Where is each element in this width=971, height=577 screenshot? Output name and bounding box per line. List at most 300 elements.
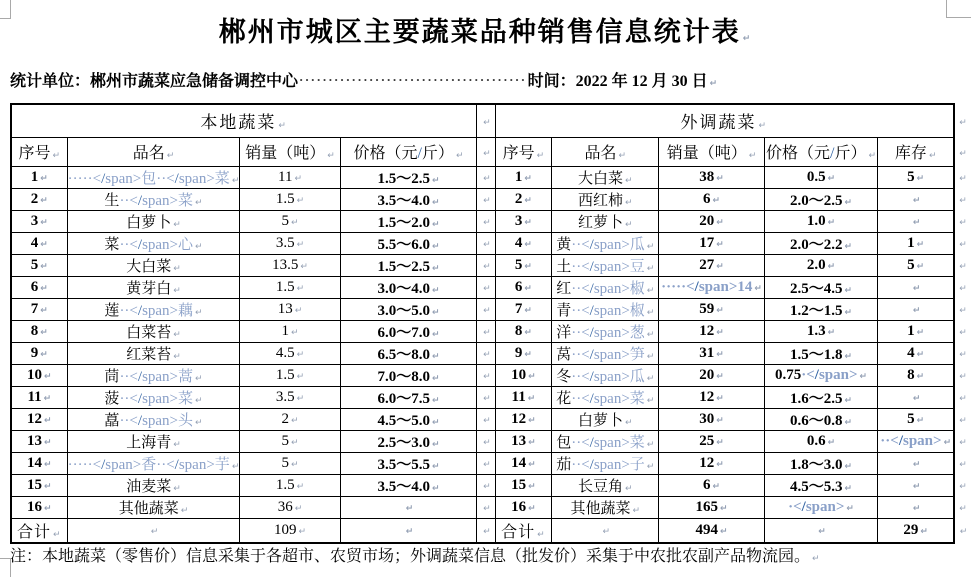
space-marks: ·</span> ↵ (788, 498, 854, 515)
paragraph-mark-icon: ↵ (290, 459, 299, 470)
price-cell: 2.0～2.5 ↵ (764, 188, 878, 210)
sales-cell: 109 ↵ (240, 518, 340, 543)
paragraph-mark-icon: ↵ (859, 371, 868, 382)
price-cell: 1.5～2.5 ↵ (340, 166, 477, 188)
space-marks: ··</span>椒 ↵ (571, 302, 655, 319)
price-cell: 7.0～8.0 ↵ (340, 364, 477, 386)
sales-cell: 12 ↵ (659, 320, 764, 342)
paragraph-mark-icon: ↵ (431, 197, 440, 208)
price-cell: 6.5～8.0 ↵ (340, 342, 477, 364)
paragraph-mark-icon: ↵ (716, 371, 724, 382)
seq-cell: 3 ↵ (495, 210, 552, 232)
paragraph-mark-icon: ↵ (716, 415, 724, 426)
sales-cell: 13 ↵ (240, 298, 340, 320)
paragraph-mark-icon: ↵ (625, 417, 633, 428)
paragraph-mark-icon: ↵ (300, 261, 308, 272)
stock-cell (878, 386, 954, 408)
sales-cell: 1.5 ↵ (240, 276, 340, 298)
paragraph-mark-icon: ↵ (912, 393, 921, 404)
sales-cell: 11 ↵ (240, 166, 340, 188)
price-cell: 4.5～5.3 ↵ (764, 474, 878, 496)
sales-cell: 17 ↵ (659, 232, 764, 254)
paragraph-mark-icon: ↵ (959, 437, 967, 448)
name-cell: 青··</span>椒 ↵ (552, 298, 659, 320)
external-vegetables-group-header: 外调蔬菜 ↵ (495, 104, 954, 137)
table-row (11, 364, 970, 386)
paragraph-mark-icon: ↵ (40, 195, 48, 206)
paragraph-mark-icon: ↵ (712, 195, 721, 206)
price-cell: 3.5～5.5 ↵ (340, 452, 477, 474)
sales-cell: 25 ↵ (659, 430, 764, 452)
price-cell (764, 496, 878, 518)
paragraph-mark-icon: ↵ (959, 283, 967, 294)
gutter-paragraph-mark (954, 298, 970, 320)
paragraph-mark-icon: ↵ (173, 219, 181, 230)
seq-cell: 2 ↵ (11, 188, 67, 210)
paragraph-mark-icon: ↵ (868, 151, 877, 161)
vegetable-statistics-table (10, 103, 971, 544)
sales-cell: 1 ↵ (240, 320, 340, 342)
paragraph-mark-icon: ↵ (846, 503, 854, 514)
paragraph-mark-icon: ↵ (618, 151, 627, 161)
paragraph-mark-icon: ↵ (920, 526, 928, 537)
paragraph-mark-icon: ↵ (483, 459, 491, 470)
paragraph-mark-icon: ↵ (524, 283, 532, 294)
price-cell: 3.0～4.0 ↵ (340, 276, 477, 298)
footnote-text: 注：本地蔬菜（零售价）信息采集于各超市、农贸市场；外调蔬菜信息（批发价）采集于中农批农副产品物流园。 (10, 548, 811, 565)
gutter-paragraph-mark (954, 386, 970, 408)
paragraph-mark-icon: ↵ (483, 481, 491, 492)
paragraph-mark-icon: ↵ (959, 173, 967, 184)
table-row (11, 232, 970, 254)
separator-cell (477, 320, 495, 342)
space-marks: ··</span>藕 ↵ (119, 302, 203, 319)
paragraph-mark-icon: ↵ (483, 437, 491, 448)
paragraph-mark-icon: ↵ (912, 305, 921, 316)
paragraph-mark-icon: ↵ (195, 373, 203, 384)
gutter-paragraph-mark (954, 232, 970, 254)
paragraph-mark-icon: ↵ (625, 197, 633, 208)
seq-cell: 1 ↵ (495, 166, 552, 188)
price-cell: 0.75·</span> ↵ (764, 364, 878, 386)
paragraph-mark-icon: ↵ (716, 261, 724, 272)
paragraph-mark-icon: ↵ (44, 503, 52, 514)
seq-cell: 6 ↵ (11, 276, 67, 298)
paragraph-mark-icon: ↵ (716, 459, 724, 470)
seq-cell: 7 ↵ (495, 298, 552, 320)
space-marks: ··</span>子 ↵ (571, 456, 655, 473)
paragraph-mark-icon: ↵ (916, 261, 925, 272)
paragraph-mark-icon: ↵ (431, 241, 440, 252)
price-cell: 2.5～4.5 ↵ (764, 276, 878, 298)
table-row (11, 298, 970, 320)
separator-cell (477, 342, 495, 364)
price-cell: 3.5～4.0 ↵ (340, 474, 477, 496)
paragraph-mark-icon: ↵ (827, 327, 836, 338)
stock-cell (878, 430, 954, 452)
name-cell: 菜··</span>心 ↵ (67, 232, 240, 254)
name-cell: 花··</span>菜 ↵ (552, 386, 659, 408)
paragraph-mark-icon: ↵ (912, 503, 921, 514)
paragraph-mark-icon: ↵ (827, 217, 836, 228)
paragraph-mark-icon: ↵ (431, 285, 440, 296)
stock-cell (878, 298, 954, 320)
paragraph-mark-icon: ↵ (709, 79, 718, 89)
paragraph-mark-icon: ↵ (483, 371, 491, 382)
paragraph-mark-icon: ↵ (483, 305, 491, 316)
paragraph-mark-icon: ↵ (294, 173, 302, 184)
space-marks: ··</span>豆 ↵ (571, 258, 655, 275)
paragraph-mark-icon: ↵ (296, 393, 305, 404)
paragraph-mark-icon: ↵ (912, 481, 921, 492)
paragraph-mark-icon: ↵ (912, 195, 921, 206)
paragraph-mark-icon: ↵ (646, 351, 655, 362)
paragraph-mark-icon: ↵ (173, 439, 181, 450)
paragraph-mark-icon: ↵ (290, 327, 299, 338)
sales-cell: 5 ↵ (240, 430, 340, 452)
paragraph-mark-icon: ↵ (943, 437, 952, 448)
space-marks: ··</span>瓜 ↵ (571, 368, 655, 385)
paragraph-mark-icon: ↵ (719, 526, 728, 537)
paragraph-mark-icon: ↵ (742, 34, 753, 44)
paragraph-mark-icon: ↵ (173, 483, 181, 494)
document-title (0, 10, 971, 49)
paragraph-mark-icon: ↵ (195, 241, 203, 252)
table-row (11, 210, 970, 232)
separator-cell (477, 518, 495, 543)
paragraph-mark-icon: ↵ (483, 173, 491, 184)
paragraph-mark-icon: ↵ (296, 371, 305, 382)
paragraph-mark-icon: ↵ (53, 529, 62, 540)
paragraph-mark-icon: ↵ (431, 263, 440, 274)
seq-cell: 4 ↵ (11, 232, 67, 254)
col-header-price-left: 价格（元/斤） ↵ (340, 137, 477, 166)
paragraph-mark-icon: ↵ (844, 241, 853, 252)
gutter-paragraph-mark (954, 210, 970, 232)
paragraph-mark-icon: ↵ (483, 117, 491, 128)
seq-cell: 7 ↵ (11, 298, 67, 320)
stat-unit-label: 统计单位：郴州市蔬菜应急储备调控中心 (10, 73, 299, 90)
total-row (11, 518, 970, 543)
paragraph-mark-icon: ↵ (712, 481, 721, 492)
stock-cell (878, 496, 954, 518)
sales-cell: 165 ↵ (659, 496, 764, 518)
space-marks: ··</span>瓜 ↵ (571, 236, 655, 253)
sales-cell: 27 ↵ (659, 254, 764, 276)
paragraph-mark-icon: ↵ (431, 219, 440, 230)
paragraph-mark-icon: ↵ (166, 151, 175, 161)
sales-cell: 3.5 ↵ (240, 232, 340, 254)
paragraph-mark-icon: ↵ (844, 285, 853, 296)
table-row (11, 166, 970, 188)
paragraph-mark-icon: ↵ (528, 481, 536, 492)
price-cell: 3.5～4.0 ↵ (340, 188, 477, 210)
document-title-text: 郴州市城区主要蔬菜品种销售信息统计表 (218, 17, 741, 47)
paragraph-mark-icon: ↵ (40, 239, 48, 250)
separator-cell (477, 232, 495, 254)
stock-cell (878, 276, 954, 298)
price-cell: 2.0 ↵ (764, 254, 878, 276)
paragraph-mark-icon: ↵ (528, 503, 536, 514)
paragraph-mark-icon: ↵ (646, 285, 655, 296)
paragraph-mark-icon: ↵ (959, 459, 967, 470)
seq-cell: 合计 ↵ (11, 518, 67, 543)
paragraph-mark-icon: ↵ (40, 173, 48, 184)
space-marks: ··</span>头 ↵ (119, 412, 203, 429)
seq-cell: 12 ↵ (11, 408, 67, 430)
price-cell: 0.5 ↵ (764, 166, 878, 188)
col-header-seq-right: 序号 ↵ (495, 137, 552, 166)
paragraph-mark-icon: ↵ (912, 283, 921, 294)
paragraph-mark-icon: ↵ (431, 395, 440, 406)
seq-cell: 9 ↵ (495, 342, 552, 364)
price-cell: 0.6 ↵ (764, 430, 878, 452)
col-header-sales-left: 销量（吨） ↵ (240, 137, 340, 166)
price-cell: 1.2～1.5 ↵ (764, 298, 878, 320)
table-row (11, 254, 970, 276)
paragraph-mark-icon: ↵ (455, 151, 464, 161)
separator-cell (477, 137, 495, 166)
paragraph-mark-icon: ↵ (52, 151, 61, 161)
name-cell: 藠··</span>头 ↵ (67, 408, 240, 430)
separator-cell (477, 430, 495, 452)
space-marks: ··</span>笋 ↵ (571, 346, 655, 363)
paragraph-mark-icon: ↵ (646, 373, 655, 384)
paragraph-mark-icon: ↵ (231, 461, 240, 472)
paragraph-mark-icon: ↵ (959, 526, 968, 537)
separator-cell (477, 276, 495, 298)
price-cell: 3.0～5.0 ↵ (340, 298, 477, 320)
sales-cell: 3.5 ↵ (240, 386, 340, 408)
paragraph-mark-icon: ↵ (524, 173, 532, 184)
stock-cell (878, 474, 954, 496)
seq-cell: 5 ↵ (495, 254, 552, 276)
seq-cell: 15 ↵ (495, 474, 552, 496)
paragraph-mark-icon: ↵ (646, 241, 655, 252)
seq-cell: 14 ↵ (11, 452, 67, 474)
paragraph-mark-icon: ↵ (40, 327, 48, 338)
paragraph-mark-icon: ↵ (916, 349, 925, 360)
separator-cell (477, 254, 495, 276)
paragraph-mark-icon: ↵ (524, 195, 532, 206)
stock-cell: 5 ↵ (878, 408, 954, 430)
seq-cell: 16 ↵ (495, 496, 552, 518)
name-cell: 茄··</span>子 ↵ (552, 452, 659, 474)
separator-cell (477, 104, 495, 137)
paragraph-mark-icon: ↵ (290, 415, 299, 426)
name-cell: 上海青 ↵ (67, 430, 240, 452)
paragraph-mark-icon: ↵ (405, 503, 414, 514)
paragraph-mark-icon: ↵ (959, 195, 967, 206)
paragraph-mark-icon: ↵ (625, 175, 633, 186)
price-cell: 1.5～1.8 ↵ (764, 342, 878, 364)
paragraph-mark-icon: ↵ (40, 217, 48, 228)
name-cell: 西红柿 ↵ (552, 188, 659, 210)
price-cell (764, 518, 878, 543)
paragraph-mark-icon: ↵ (44, 415, 52, 426)
table-row (11, 430, 970, 452)
paragraph-mark-icon: ↵ (959, 261, 967, 272)
paragraph-mark-icon: ↵ (173, 285, 181, 296)
sales-cell (659, 276, 764, 298)
separator-cell (477, 408, 495, 430)
stock-cell: 5 ↵ (878, 254, 954, 276)
paragraph-mark-icon: ↵ (40, 283, 48, 294)
sales-cell: 20 ↵ (659, 210, 764, 232)
paragraph-mark-icon: ↵ (602, 526, 611, 537)
paragraph-mark-icon: ↵ (912, 459, 921, 470)
space-marks: ··</span>葱 ↵ (571, 324, 655, 341)
paragraph-mark-icon: ↵ (524, 305, 532, 316)
stock-cell: 4 ↵ (878, 342, 954, 364)
price-cell: 1.8～3.0 ↵ (764, 452, 878, 474)
col-header-seq-left: 序号 ↵ (11, 137, 67, 166)
separator-cell (477, 364, 495, 386)
seq-cell: 6 ↵ (495, 276, 552, 298)
paragraph-mark-icon: ↵ (195, 395, 203, 406)
paragraph-mark-icon: ↵ (431, 417, 440, 428)
name-cell: 其他蔬菜 ↵ (67, 496, 240, 518)
paragraph-mark-icon: ↵ (296, 239, 305, 250)
paragraph-mark-icon: ↵ (431, 175, 440, 186)
gutter-paragraph-mark (954, 276, 970, 298)
paragraph-mark-icon: ↵ (716, 327, 724, 338)
table-row (11, 276, 970, 298)
table-row (11, 320, 970, 342)
paragraph-mark-icon: ↵ (195, 417, 203, 428)
space-marks: ··</span>菜 ↵ (119, 192, 203, 209)
name-cell (67, 518, 240, 543)
paragraph-mark-icon: ↵ (483, 503, 491, 514)
stock-cell (878, 210, 954, 232)
paragraph-mark-icon: ↵ (524, 327, 532, 338)
paragraph-mark-icon: ↵ (827, 173, 836, 184)
price-cell: 1.3 ↵ (764, 320, 878, 342)
table-row (11, 408, 970, 430)
paragraph-mark-icon: ↵ (483, 195, 491, 206)
space-marks: ··</span>菜 ↵ (156, 170, 240, 187)
paragraph-mark-icon: ↵ (754, 283, 762, 294)
paragraph-mark-icon: ↵ (716, 437, 724, 448)
sales-cell: 20 ↵ (659, 364, 764, 386)
price-cell: 0.6～0.8 ↵ (764, 408, 878, 430)
paragraph-mark-icon: ↵ (959, 117, 967, 128)
paragraph-mark-icon: ↵ (719, 503, 728, 514)
paragraph-mark-icon: ↵ (483, 349, 491, 360)
name-cell: 白菜苔 ↵ (67, 320, 240, 342)
paragraph-mark-icon: ↵ (180, 505, 189, 516)
paragraph-mark-icon: ↵ (646, 263, 655, 274)
space-marks: ·</span> ↵ (801, 366, 868, 383)
stock-cell: 1 ↵ (878, 232, 954, 254)
paragraph-mark-icon: ↵ (625, 483, 633, 494)
sales-cell: 12 ↵ (659, 386, 764, 408)
paragraph-mark-icon: ↵ (646, 329, 655, 340)
paragraph-mark-icon: ↵ (916, 239, 925, 250)
sales-cell: 1.5 ↵ (240, 364, 340, 386)
sales-cell: 30 ↵ (659, 408, 764, 430)
paragraph-mark-icon: ↵ (40, 261, 48, 272)
paragraph-mark-icon: ↵ (483, 415, 491, 426)
paragraph-mark-icon: ↵ (483, 327, 491, 338)
paragraph-mark-icon: ↵ (150, 526, 159, 537)
paragraph-mark-icon: ↵ (827, 437, 836, 448)
paragraph-mark-icon: ↵ (431, 439, 440, 450)
paragraph-mark-icon: ↵ (844, 417, 853, 428)
price-cell (340, 496, 477, 518)
paragraph-mark-icon: ↵ (844, 351, 853, 362)
name-cell: 黄芽白 ↵ (67, 276, 240, 298)
paragraph-mark-icon: ↵ (959, 148, 967, 159)
name-cell: 大白菜 ↵ (552, 166, 659, 188)
paragraph-mark-icon: ↵ (818, 526, 826, 537)
paragraph-mark-icon: ↵ (44, 371, 52, 382)
sales-cell: 6 ↵ (659, 474, 764, 496)
name-cell: 包··</span>菜 ↵ (552, 430, 659, 452)
name-cell: 白萝卜 ↵ (552, 408, 659, 430)
stock-cell: 29 ↵ (878, 518, 954, 543)
gutter-paragraph-mark (954, 166, 970, 188)
name-cell: 油麦菜 ↵ (67, 474, 240, 496)
name-cell: 菠··</span>菜 ↵ (67, 386, 240, 408)
name-cell: 红萝卜 ↵ (552, 210, 659, 232)
space-marks: ··</span>蒿 ↵ (119, 368, 203, 385)
gutter-paragraph-mark (954, 430, 970, 452)
gutter-paragraph-mark (954, 364, 970, 386)
price-cell: 5.5～6.0 ↵ (340, 232, 477, 254)
paragraph-mark-icon: ↵ (536, 151, 545, 161)
paragraph-mark-icon: ↵ (327, 151, 335, 161)
name-cell: 红··</span>椒 ↵ (552, 276, 659, 298)
gutter-paragraph-mark (954, 452, 970, 474)
seq-cell: 合计 ↵ (495, 518, 552, 543)
price-cell: 6.0～7.5 ↵ (340, 386, 477, 408)
seq-cell: 13 ↵ (495, 430, 552, 452)
space-marks: ·····</span>14 ↵ (661, 278, 762, 295)
separator-cell (477, 474, 495, 496)
paragraph-mark-icon: ↵ (646, 461, 655, 472)
table-row (11, 386, 970, 408)
name-cell: 黄··</span>瓜 ↵ (552, 232, 659, 254)
stock-cell: 1 ↵ (878, 320, 954, 342)
name-cell: 洋··</span>葱 ↵ (552, 320, 659, 342)
name-cell: 大白菜 ↵ (67, 254, 240, 276)
name-cell: 其他蔬菜 ↵ (552, 496, 659, 518)
paragraph-mark-icon: ↵ (716, 173, 724, 184)
paragraph-mark-icon: ↵ (812, 554, 820, 564)
stock-cell (878, 452, 954, 474)
separator-cell (477, 452, 495, 474)
name-cell: 土··</span>豆 ↵ (552, 254, 659, 276)
price-cell: 6.0～7.0 ↵ (340, 320, 477, 342)
price-cell (340, 518, 477, 543)
paragraph-mark-icon: ↵ (959, 349, 967, 360)
paragraph-mark-icon: ↵ (173, 351, 181, 362)
seq-cell: 11 ↵ (495, 386, 552, 408)
paragraph-mark-icon: ↵ (40, 349, 48, 360)
paragraph-mark-icon: ↵ (431, 329, 440, 340)
sales-cell: 38 ↵ (659, 166, 764, 188)
name-cell (67, 452, 240, 474)
paragraph-mark-icon: ↵ (43, 393, 52, 404)
price-cell: 1.5～2.5 ↵ (340, 254, 477, 276)
paragraph-mark-icon: ↵ (40, 305, 48, 316)
gutter-paragraph-mark (954, 188, 970, 210)
paragraph-mark-icon: ↵ (527, 393, 536, 404)
gutter-paragraph-mark (954, 408, 970, 430)
paragraph-mark-icon: ↵ (294, 503, 303, 514)
paragraph-mark-icon: ↵ (296, 195, 305, 206)
